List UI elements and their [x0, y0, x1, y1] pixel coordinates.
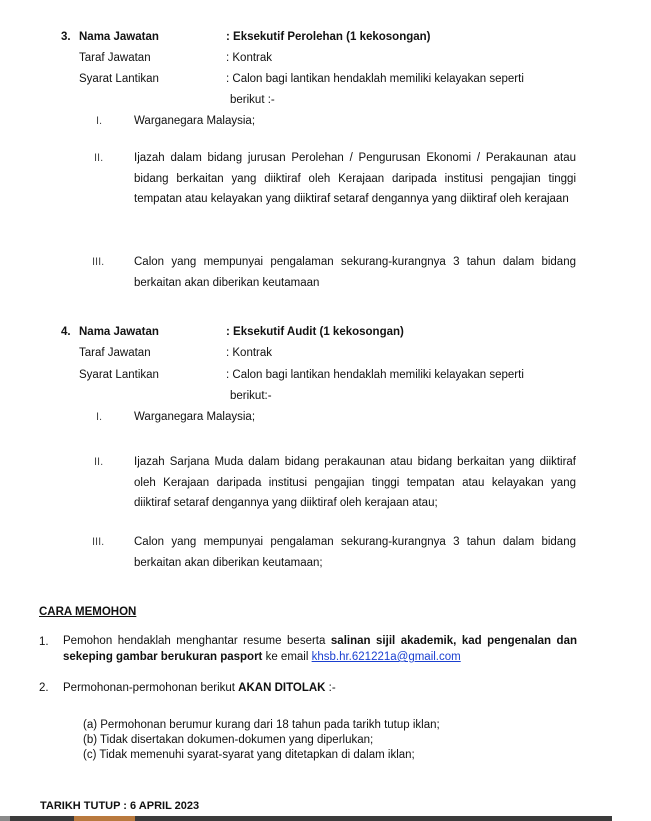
requirement-text: Ijazah dalam bidang jurusan Perolehan / Pengurusan Ekonomi / Perakaunan atau bidang berkaitan yang diiktiraf oleh Kerajaan daripada institusi pengajian tinggi tempatan atau kelayakan yang diiktiraf setaraf dengannya yang diiktiraf oleh kerajaan [134, 152, 576, 205]
syarat-label: Syarat Lantikan [79, 73, 159, 85]
closing-date: TARIKH TUTUP : 6 APRIL 2023 [40, 800, 200, 812]
footer-accent [74, 816, 135, 821]
step-2-text-before: Permohonan-permohonan berikut [63, 682, 239, 694]
requirement-marker: III. [92, 256, 105, 268]
syarat-value: : Calon bagi lantikan hendaklah memiliki kelayakan seperti [226, 369, 524, 381]
rejection-item: (b) Tidak disertakan dokumen-dokumen yang diperlukan; [83, 734, 374, 746]
requirement-text: Warganegara Malaysia; [134, 411, 256, 423]
syarat-value-cont: berikut :- [230, 94, 275, 106]
requirement-marker: III. [92, 536, 105, 548]
name-label: Nama Jawatan [79, 31, 159, 43]
step-2-bold-text: AKAN DITOLAK [238, 682, 326, 694]
syarat-value-cont: berikut:- [230, 390, 272, 402]
requirement-text: Calon yang mempunyai pengalaman sekurang-kurangnya 3 tahun dalam bidang berkaitan akan diberikan keutamaan [134, 256, 576, 289]
requirement-text: Calon yang mempunyai pengalaman sekurang-kurangnya 3 tahun dalam bidang berkaitan akan diberikan keutamaan; [134, 536, 576, 569]
requirement-text: Ijazah Sarjana Muda dalam bidang perakaunan atau bidang berkaitan yang diiktiraf oleh Kerajaan daripada institusi pengajian tinggi tempatan atau kelayakan yang diiktiraf setaraf dengannya yang diiktiraf oleh kerajaan atau; [134, 456, 576, 509]
footer-rule-cap [0, 816, 10, 821]
position-number: 4. [61, 326, 71, 338]
requirement-marker: II. [94, 456, 104, 468]
taraf-label: Taraf Jawatan [79, 52, 151, 64]
step-1-bold-text: salinan sijil akademik, kad pengenalan dan sekeping gambar berukuran pasport [63, 635, 578, 663]
step-2-text [63, 682, 336, 694]
name-value: : Eksekutif Audit (1 kekosongan) [226, 326, 404, 338]
requirement-marker: II. [94, 152, 104, 164]
taraf-value: : Kontrak [226, 52, 273, 64]
name-label: Nama Jawatan [79, 326, 159, 338]
requirement-marker: I. [96, 115, 103, 127]
taraf-value: : Kontrak [226, 347, 273, 359]
step-1-text [63, 633, 577, 665]
syarat-label: Syarat Lantikan [79, 369, 159, 381]
step-number: 2. [39, 682, 49, 694]
step-1-text-after: ke email [262, 651, 312, 663]
step-number: 1. [39, 636, 49, 648]
taraf-label: Taraf Jawatan [79, 347, 151, 359]
step-2-text-after: :- [325, 682, 336, 694]
rejection-item: (c) Tidak memenuhi syarat-syarat yang ditetapkan di dalam iklan; [83, 749, 415, 761]
section-heading: CARA MEMOHON [39, 606, 137, 618]
syarat-value: : Calon bagi lantikan hendaklah memiliki kelayakan seperti [226, 73, 524, 85]
email-link[interactable]: khsb.hr.621221a@gmail.com [311, 651, 461, 663]
requirement-text: Warganegara Malaysia; [134, 115, 256, 127]
requirement-marker: I. [96, 411, 103, 423]
rejection-item: (a) Permohonan berumur kurang dari 18 tahun pada tarikh tutup iklan; [83, 719, 440, 731]
name-value: : Eksekutif Perolehan (1 kekosongan) [226, 31, 431, 43]
position-number: 3. [61, 31, 71, 43]
step-1-text-before: Pemohon hendaklah menghantar resume beserta [63, 635, 331, 647]
